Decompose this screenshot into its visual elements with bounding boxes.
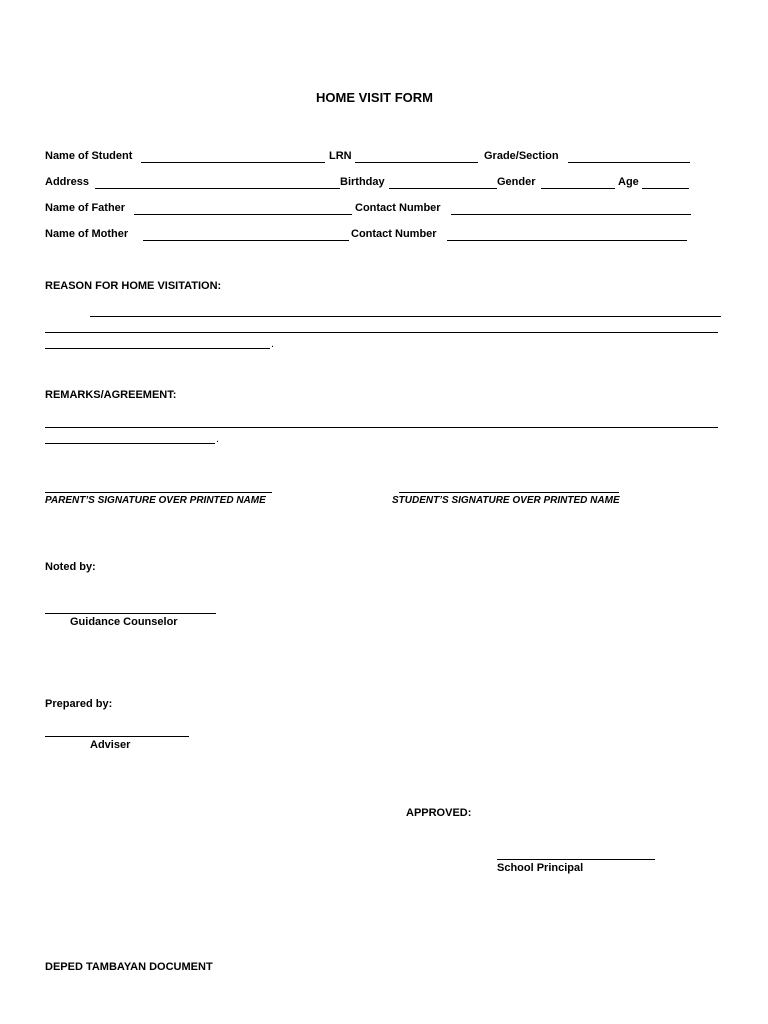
name-of-mother-field[interactable] (143, 240, 349, 241)
birthday-label: Birthday (340, 176, 385, 188)
reason-line-2[interactable] (45, 332, 718, 333)
age-field[interactable] (642, 188, 689, 189)
lrn-field[interactable] (355, 162, 478, 163)
gender-field[interactable] (541, 188, 615, 189)
name-of-student-field[interactable] (141, 162, 325, 163)
approved-label: APPROVED: (406, 807, 472, 819)
reason-period: . (271, 338, 275, 350)
remarks-period: . (216, 433, 220, 445)
footer-text: DEPED TAMBAYAN DOCUMENT (45, 961, 213, 973)
address-field[interactable] (95, 188, 340, 189)
student-signature-label: STUDENT’S SIGNATURE OVER PRINTED NAME (392, 495, 620, 506)
grade-section-field[interactable] (568, 162, 690, 163)
contact-number-father-label: Contact Number (355, 202, 441, 214)
reason-line-1[interactable] (90, 316, 721, 317)
reason-heading: REASON FOR HOME VISITATION: (45, 280, 222, 292)
contact-number-father-field[interactable] (451, 214, 691, 215)
name-of-mother-label: Name of Mother (45, 228, 129, 240)
name-of-student-label: Name of Student (45, 150, 133, 162)
remarks-line-1[interactable] (45, 427, 718, 428)
prepared-by-label: Prepared by: (45, 698, 113, 710)
principal-signature-line[interactable] (497, 859, 655, 860)
grade-section-label: Grade/Section (484, 150, 559, 162)
student-signature-line[interactable] (399, 492, 619, 493)
contact-number-mother-label: Contact Number (351, 228, 437, 240)
noted-by-label: Noted by: (45, 561, 96, 573)
address-label: Address (45, 176, 90, 188)
remarks-heading: REMARKS/AGREEMENT: (45, 389, 177, 401)
remarks-line-2[interactable] (45, 443, 215, 444)
adviser-label: Adviser (90, 739, 131, 751)
reason-line-3[interactable] (45, 348, 270, 349)
name-of-father-label: Name of Father (45, 202, 126, 214)
guidance-counselor-signature-line[interactable] (45, 613, 216, 614)
lrn-label: LRN (329, 150, 352, 162)
parent-signature-label: PARENT’S SIGNATURE OVER PRINTED NAME (45, 495, 266, 506)
guidance-counselor-label: Guidance Counselor (70, 616, 178, 628)
school-principal-label: School Principal (497, 862, 584, 874)
adviser-signature-line[interactable] (45, 736, 189, 737)
birthday-field[interactable] (389, 188, 497, 189)
parent-signature-line[interactable] (45, 492, 272, 493)
form-title: HOME VISIT FORM (316, 90, 433, 105)
age-label: Age (618, 176, 639, 188)
name-of-father-field[interactable] (134, 214, 352, 215)
contact-number-mother-field[interactable] (447, 240, 687, 241)
gender-label: Gender (497, 176, 536, 188)
